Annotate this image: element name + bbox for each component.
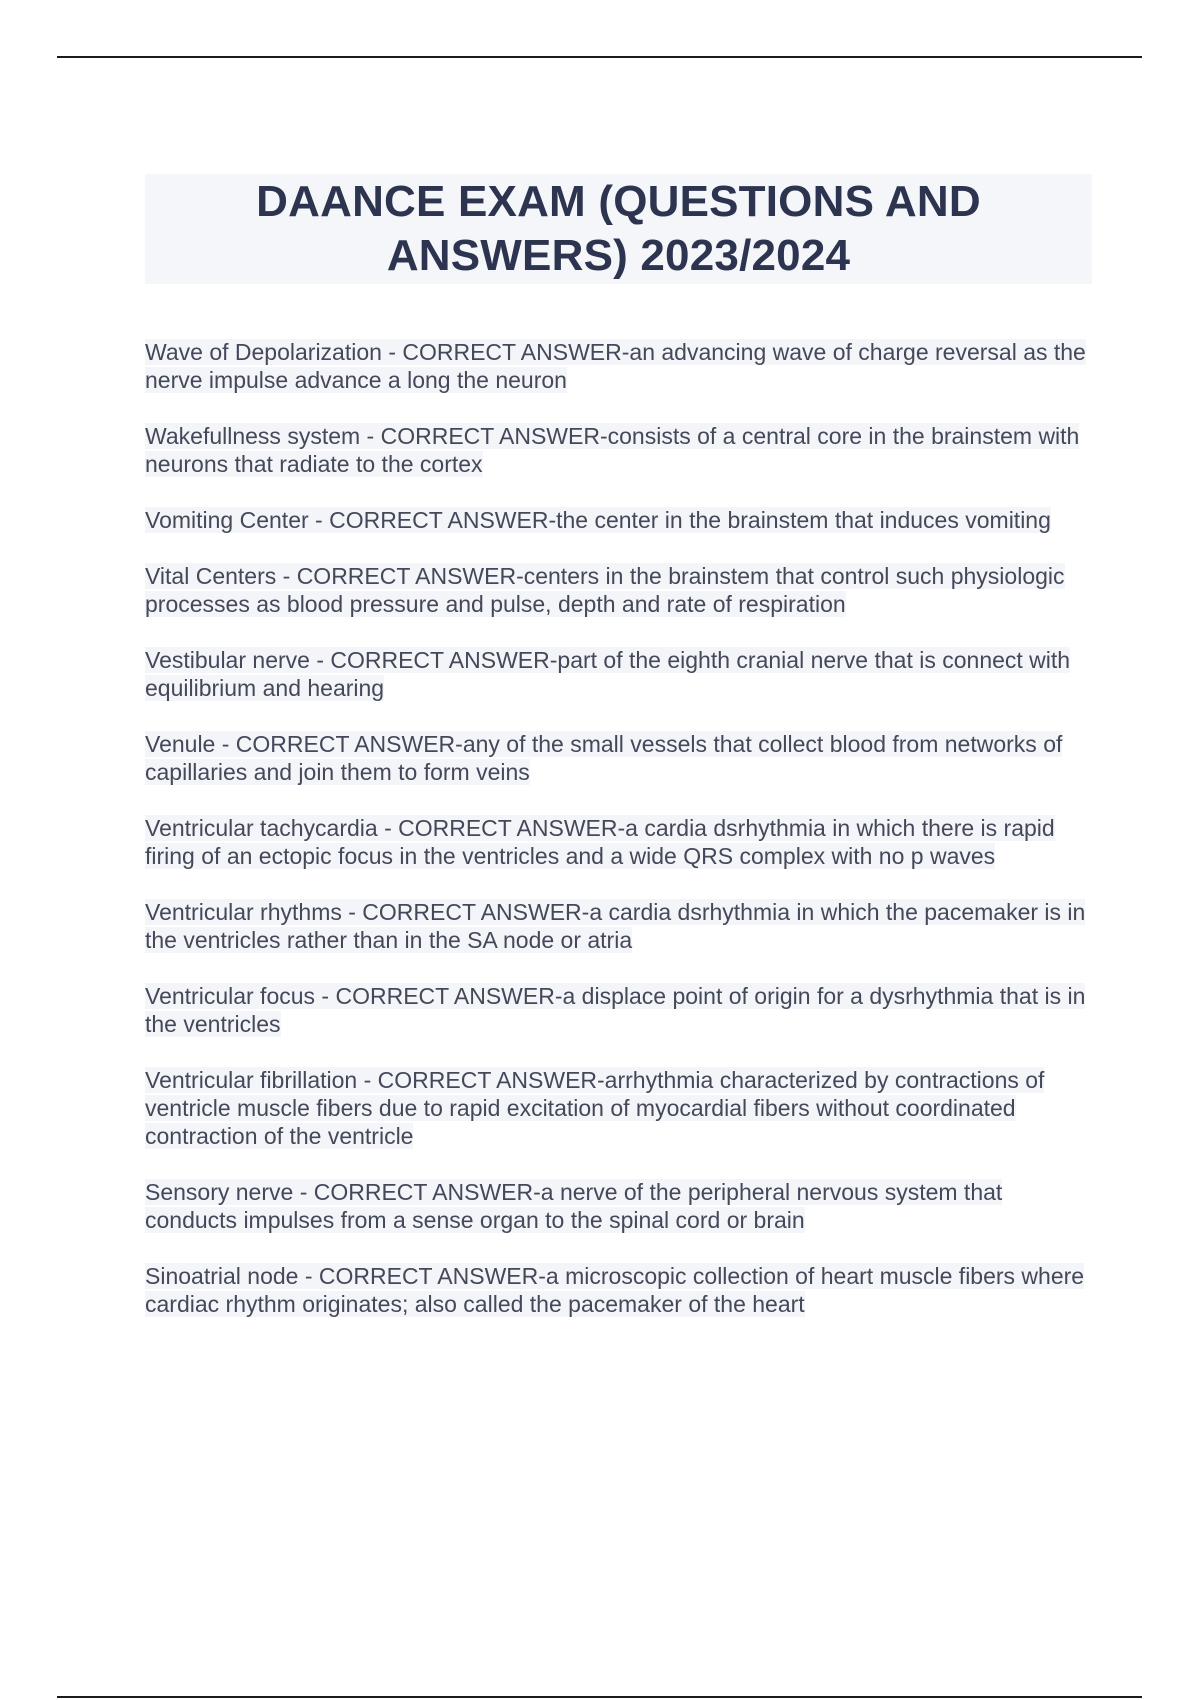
document-title: DAANCE EXAM (QUESTIONS AND ANSWERS) 2023/2024 [256,177,981,280]
qa-entry: Venule - CORRECT ANSWER-any of the small vessels that collect blood from networks of capillaries and join them to form veins [145,731,1063,785]
qa-entry: Ventricular tachycardia - CORRECT ANSWER-a cardia dsrhythmia in which there is rapid firing of an ectopic focus in the ventricles and a wide QRS complex with no p waves [145,815,1055,869]
qa-entry: Vomiting Center - CORRECT ANSWER-the center in the brainstem that induces vomiting [145,507,1051,533]
qa-entry: Ventricular focus - CORRECT ANSWER-a displace point of origin for a dysrhythmia that is in the ventricles [145,983,1086,1037]
qa-entry: Ventricular fibrillation - CORRECT ANSWER-arrhythmia characterized by contractions of ventricle muscle fibers due to rapid excitation of myocardial fibers without coordinated contraction of the ventricle [145,1067,1045,1149]
qa-entry: Sensory nerve - CORRECT ANSWER-a nerve of the peripheral nervous system that conducts impulses from a sense organ to the spinal cord or brain [145,1179,1003,1233]
qa-entry: Wave of Depolarization - CORRECT ANSWER-an advancing wave of charge reversal as the nerve impulse advance a long the neuron [145,339,1086,393]
qa-entry: Vital Centers - CORRECT ANSWER-centers in the brainstem that control such physiologic processes as blood pressure and pulse, depth and rate of respiration [145,563,1065,617]
title-banner [145,174,1092,284]
bottom-rule [57,1696,1142,1698]
qa-list [145,338,1095,1346]
qa-entry: Vestibular nerve - CORRECT ANSWER-part of the eighth cranial nerve that is connect with equilibrium and hearing [145,647,1071,701]
top-rule [57,56,1142,58]
qa-entry: Wakefullness system - CORRECT ANSWER-consists of a central core in the brainstem with neurons that radiate to the cortex [145,423,1080,477]
qa-entry: Ventricular rhythms - CORRECT ANSWER-a cardia dsrhythmia in which the pacemaker is in the ventricles rather than in the SA node or atria [145,899,1086,953]
qa-entry: Sinoatrial node - CORRECT ANSWER-a microscopic collection of heart muscle fibers where cardiac rhythm originates; also called the pacemaker of the heart [145,1263,1085,1317]
